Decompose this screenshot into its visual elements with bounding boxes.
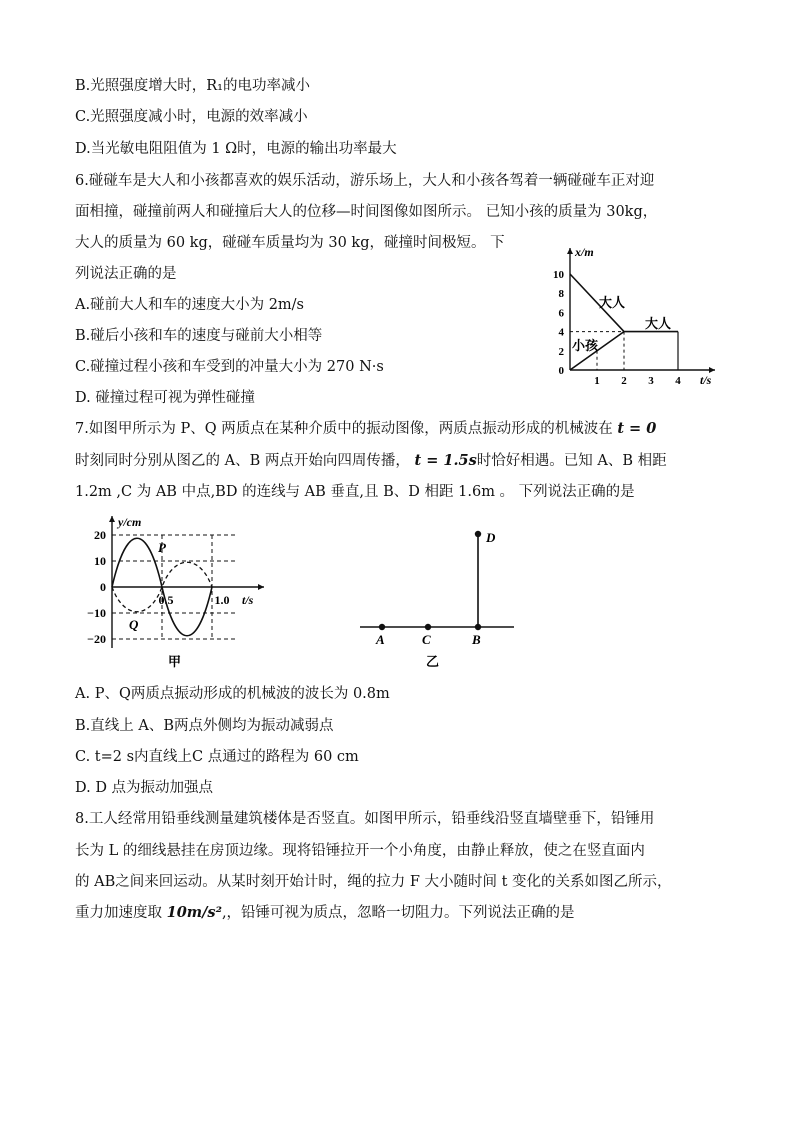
option-a-q6: A.碰前大人和车的速度大小为 2m/s xyxy=(75,297,304,313)
point-a xyxy=(379,624,385,630)
points-caption: 乙 xyxy=(426,654,440,669)
question-7-line2 xyxy=(75,451,667,471)
xt-xtick-3: 3 xyxy=(648,375,654,387)
option-c-q7: C. t=2 s内直线上C 点通过的路程为 60 cm xyxy=(75,749,359,765)
question-8-line3: 的 AB之间来回运动。从某时刻开始计时，绳的拉力 F 大小随时间 t 变化的关系如图乙所示， xyxy=(75,874,672,890)
question-7-line3: 1.2m ,C 为 AB 中点,BD 的连线与 AB 垂直,且 B、D 相距 1.6m 。 下列说法正确的是 xyxy=(75,484,635,500)
xt-xtick-1: 1 xyxy=(594,375,600,387)
label-c: C xyxy=(422,632,431,647)
option-c-q5: C.光照强度减小时，电源的效率减小 xyxy=(75,109,308,125)
vib-y-label: y/cm xyxy=(118,515,142,529)
question-6-line1: 6.碰碰车是大人和小孩都喜欢的娱乐活动，游乐场上，大人和小孩各驾着一辆碰碰车正对迎 xyxy=(75,173,655,189)
xt-ytick-0: 0 xyxy=(558,365,564,377)
q7-text-a: 7.如图甲所示为 P、Q 两质点在某种介质中的振动图像，两质点振动形成的机械波在 xyxy=(75,421,618,437)
q7-math-t15: t = 1.5s xyxy=(414,452,477,469)
option-d-q5: D.当光敏电阻阻值为 1 Ω时，电源的输出功率最大 xyxy=(75,141,397,157)
q8-text-a: 重力加速度取 xyxy=(75,905,167,921)
option-d-q6: D. 碰撞过程可视为弹性碰撞 xyxy=(75,390,255,406)
xt-ytick-10: 10 xyxy=(553,269,564,281)
vib-ytick-m20: −20 xyxy=(87,632,106,646)
option-b-q6: B.碰后小孩和车的速度与碰前大小相等 xyxy=(75,328,323,344)
option-a-q7: A. P、Q两质点振动形成的机械波的波长为 0.8m xyxy=(75,686,390,702)
vib-caption: 甲 xyxy=(168,654,182,669)
xt-ytick-6: 6 xyxy=(558,307,564,320)
q7-math-t0: t = 0 xyxy=(617,420,657,437)
xt-x-label: t/s xyxy=(700,373,712,387)
label-b: B xyxy=(472,632,481,647)
question-8-line1: 8.工人经常用铅垂线测量建筑楼体是否竖直。如图甲所示，铅垂线沿竖直墙壁垂下，铅锤用 xyxy=(75,811,655,827)
xt-ytick-2: 2 xyxy=(558,345,564,358)
question-8-line4 xyxy=(75,903,575,923)
xt-label-adult: 大人 xyxy=(599,295,626,310)
label-d: D xyxy=(486,530,496,545)
question-8-line2: 长为 L 的细线悬挂在房顶边缘。现将铅锤拉开一个小角度，由静止释放，使之在竖直面内 xyxy=(75,843,645,859)
vibration-graph xyxy=(82,512,282,672)
question-6-line4: 列说法正确的是 xyxy=(75,266,177,282)
xt-y-arrow xyxy=(567,248,573,254)
xt-graph xyxy=(545,240,720,390)
xt-x-ticks xyxy=(594,375,681,387)
point-d xyxy=(475,531,481,537)
vib-t-arrow xyxy=(258,584,264,590)
vib-ytick-m10: −10 xyxy=(87,606,106,620)
point-c xyxy=(425,624,431,630)
xt-ytick-4: 4 xyxy=(558,326,564,339)
vib-label-p: P xyxy=(158,540,166,555)
q8-text-b: ,，铅锤可视为质点，忽略一切阻力。下列说法正确的是 xyxy=(221,905,575,921)
question-6-line3: 大人的质量为 60 kg，碰碰车质量均为 30 kg，碰撞时间极短。 下 xyxy=(75,235,505,251)
xt-ytick-8: 8 xyxy=(558,288,564,301)
xt-y-ticks xyxy=(553,269,565,377)
vib-ytick-20: 20 xyxy=(94,528,106,542)
option-b-q7: B.直线上 A、B两点外侧均为振动减弱点 xyxy=(75,718,334,734)
vib-ttick-10: 1.0 xyxy=(214,593,230,607)
option-d-q7: D. D 点为振动加强点 xyxy=(75,780,214,796)
xt-label-child: 小孩 xyxy=(572,338,599,353)
label-a: A xyxy=(376,632,385,647)
xt-y-label: x/m xyxy=(575,245,594,259)
q8-math-g: 10m/s² xyxy=(166,904,222,921)
option-c-q6: C.碰撞过程小孩和车受到的冲量大小为 270 N·s xyxy=(75,359,384,375)
vib-y-arrow xyxy=(109,516,115,522)
vib-ttick-05: 0.5 xyxy=(158,593,174,607)
vib-label-q: Q xyxy=(129,617,139,632)
xt-label-adult-after: 大人 xyxy=(645,316,672,331)
point-b xyxy=(475,624,481,630)
question-7-line1 xyxy=(75,419,656,439)
option-b-q5: B.光照强度增大时，R₁的电功率减小 xyxy=(75,78,310,94)
xt-xtick-2: 2 xyxy=(621,375,627,387)
vib-t-label: t/s xyxy=(242,593,254,607)
vib-ytick-0: 0 xyxy=(100,580,106,594)
q7-text-b: 时刻同时分别从图乙的 A、B 两点开始向四周传播， xyxy=(75,453,415,469)
vib-ytick-10: 10 xyxy=(94,554,106,568)
question-6-line2: 面相撞，碰撞前两人和碰撞后大人的位移—时间图像如图所示。 已知小孩的质量为 30kg， xyxy=(75,204,658,220)
points-diagram xyxy=(352,520,522,670)
xt-xtick-4: 4 xyxy=(675,375,681,387)
q7-text-c: 时恰好相遇。已知 A、B 相距 xyxy=(476,453,667,469)
